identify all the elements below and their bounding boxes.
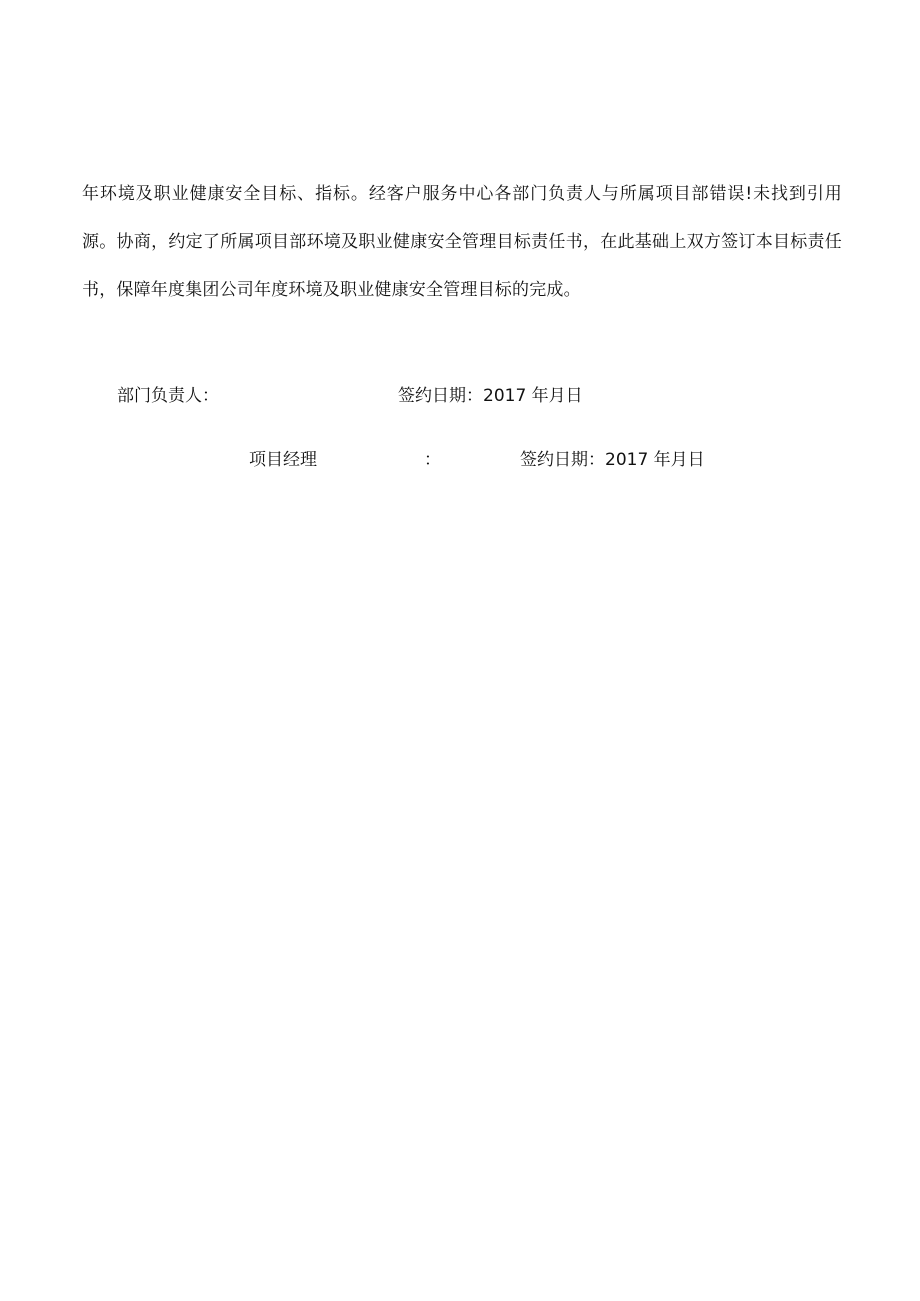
project-manager-label: 项目经理 [249,450,317,470]
department-head-label: 部门负责人： [117,386,219,406]
project-manager-colon: ： [424,450,441,470]
department-sign-date: 签约日期：2017 年月日 [398,386,583,406]
body-paragraph: 年环境及职业健康安全目标、指标。经客户服务中心各部门负责人与所属项目部错误!未找到引用源。协商，约定了所属项目部环境及职业健康安全管理目标责任书，在此基础上双方签订本目标责任书，保障年度集团公司年度环境及职业健康安全管理目标的完成。 [82,184,842,300]
project-sign-date: 签约日期：2017 年月日 [520,450,705,470]
